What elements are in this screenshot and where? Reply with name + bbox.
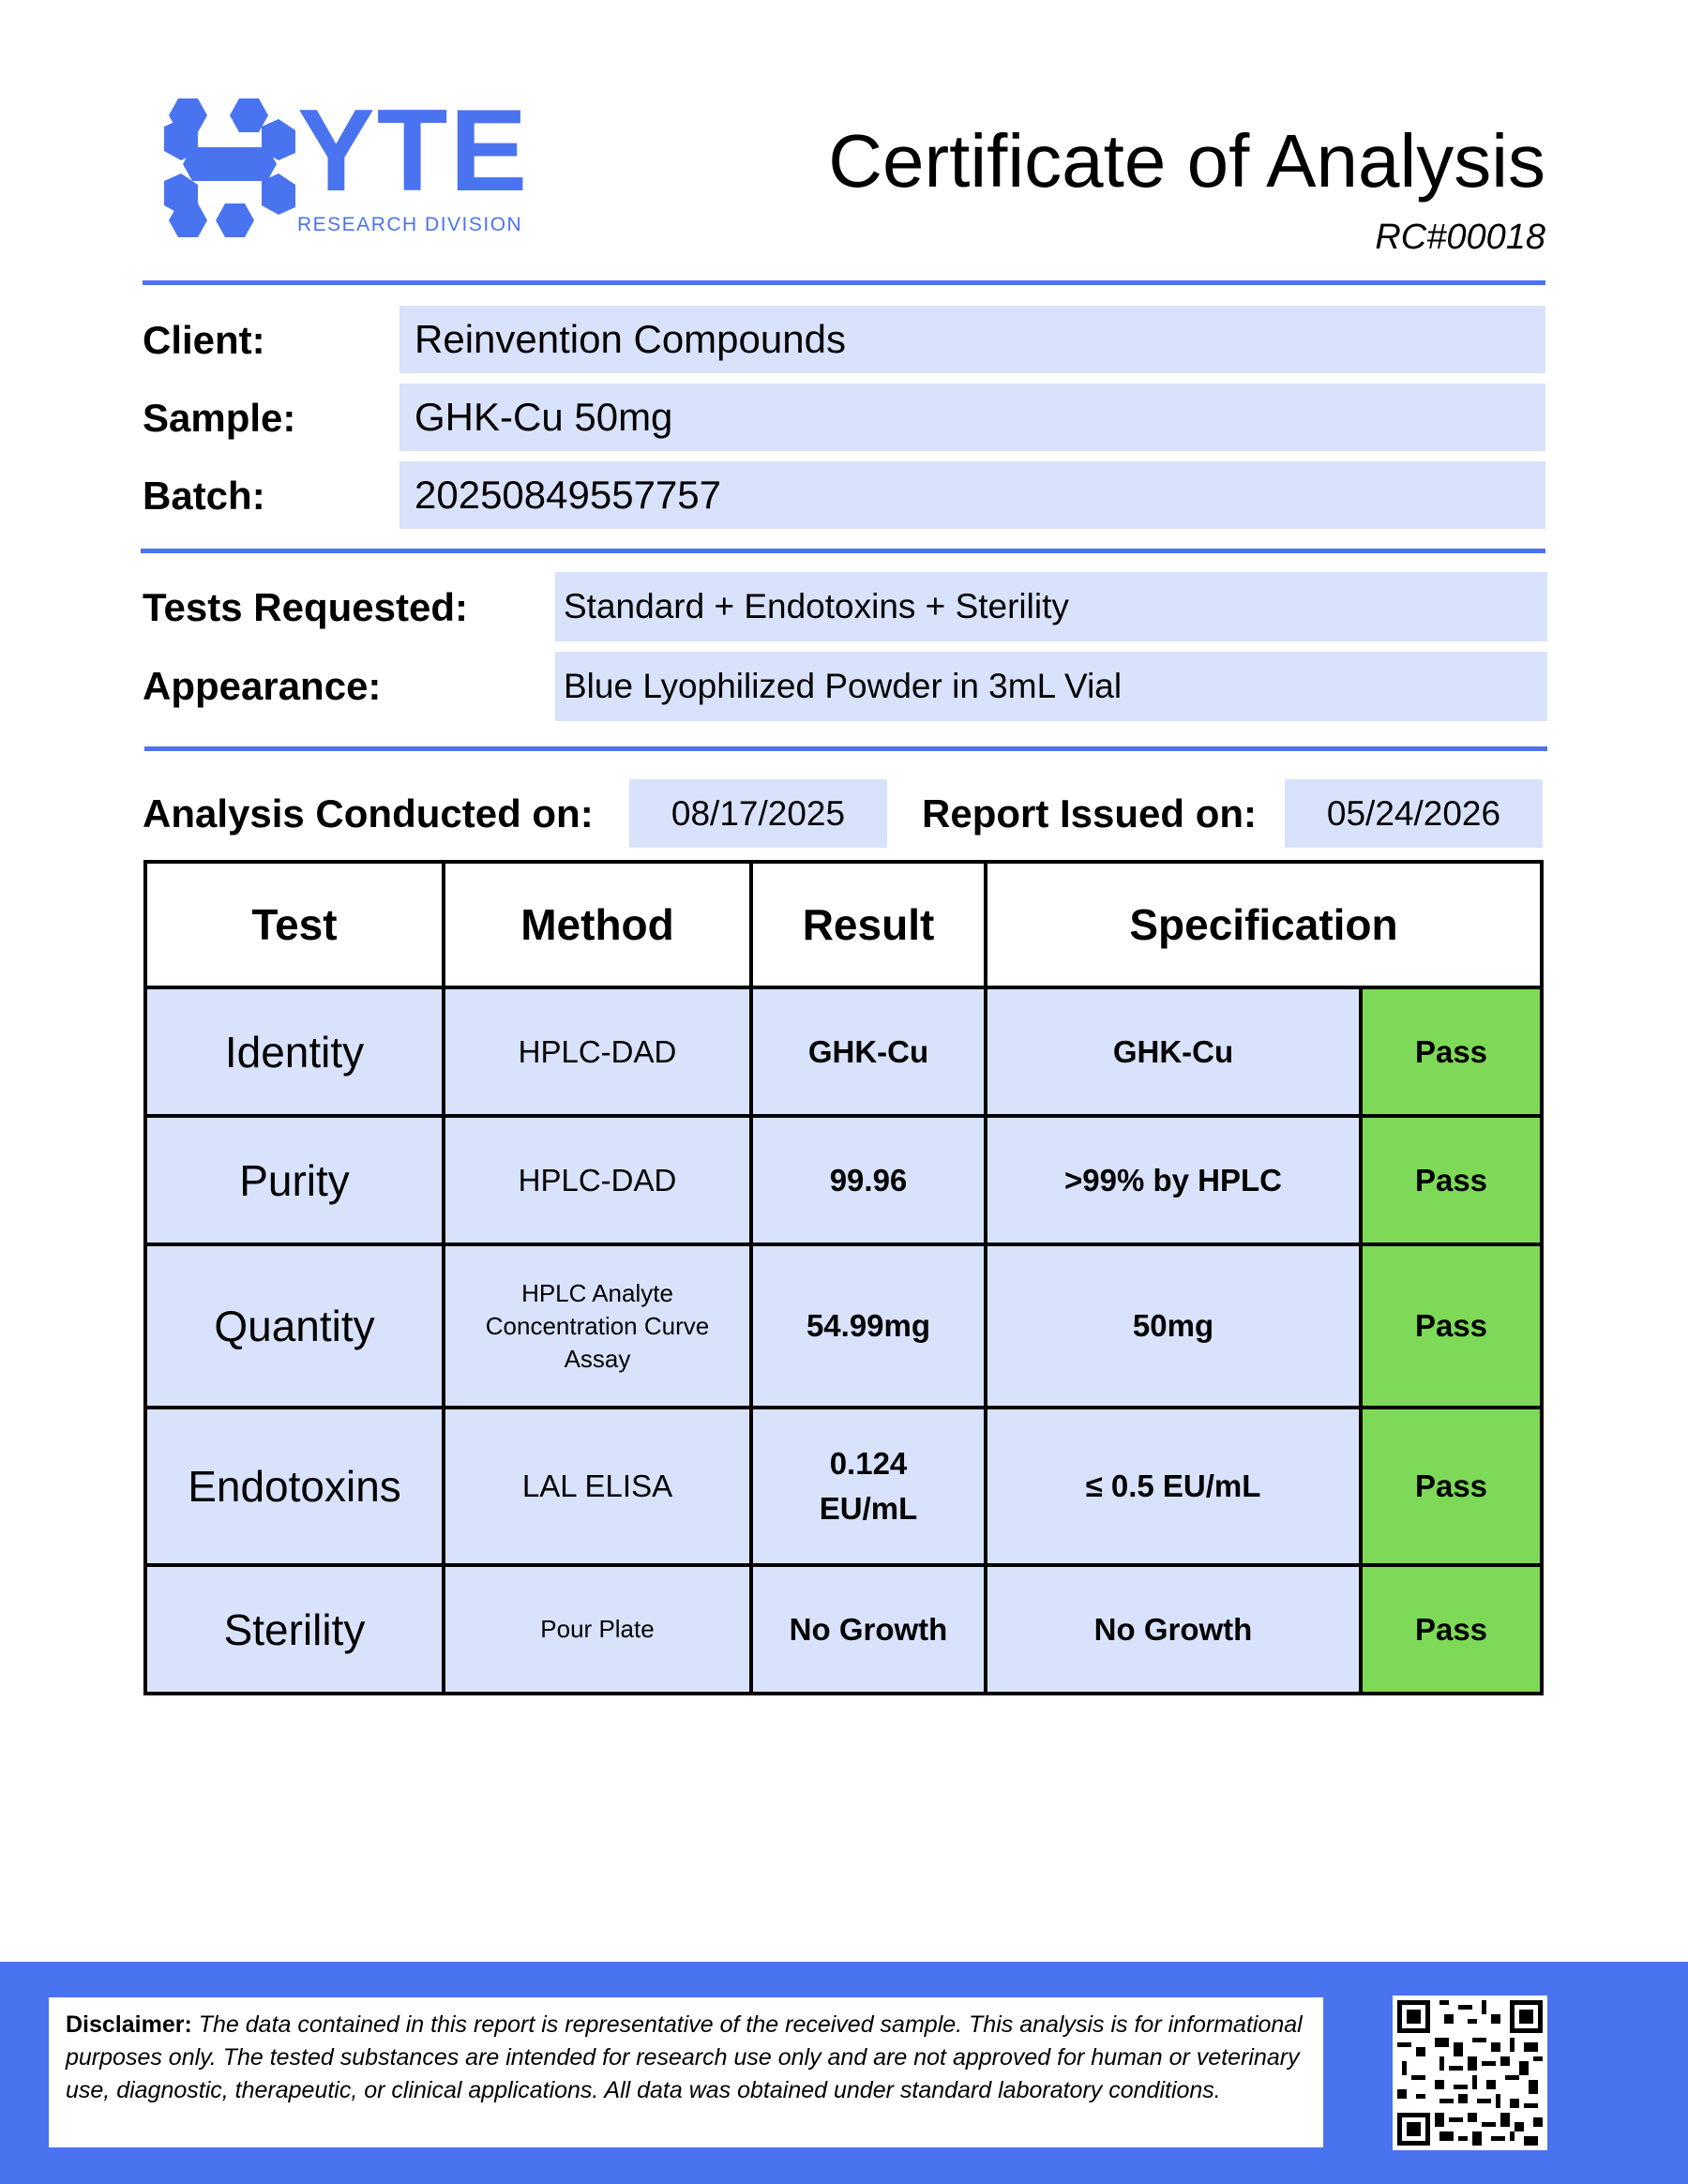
sample-label: Sample: [143, 396, 296, 440]
test-specification: GHK-Cu [986, 987, 1361, 1116]
header-method: Method [444, 862, 751, 987]
table-row [145, 1408, 1542, 1565]
table-header-row [145, 862, 1542, 987]
test-result: 54.99mg [751, 1244, 986, 1408]
test-method: HPLC Analyte Concentration Curve Assay [444, 1244, 751, 1408]
header-specification: Specification [986, 862, 1542, 987]
header-result: Result [751, 862, 986, 987]
batch-field: 20250849557757 [399, 461, 1545, 529]
test-result: No Growth [751, 1565, 986, 1694]
sample-field: GHK-Cu 50mg [399, 384, 1545, 451]
test-name: Endotoxins [145, 1408, 444, 1565]
analysis-date-label: Analysis Conducted on: [143, 791, 594, 836]
tests-requested-label: Tests Requested: [143, 585, 468, 629]
test-method: LAL ELISA [444, 1408, 751, 1565]
disclaimer-text: The data contained in this report is representative of the received sample. This analysis is for informational purposes only. The tested substances are intended for research use only and are not approved for human or veterinary use, diagnostic, therapeutic, or clinical applications. All data was obtained under standard laboratory conditions. [66, 2011, 1303, 2103]
appearance-label: Appearance: [143, 664, 382, 708]
test-result: 0.124 EU/mL [751, 1408, 986, 1565]
results-table [143, 860, 1544, 1695]
divider [144, 746, 1547, 751]
disclaimer-label: Disclaimer: [66, 2011, 192, 2038]
table-row [145, 1116, 1542, 1244]
test-specification: No Growth [986, 1565, 1361, 1694]
status-badge: Pass [1361, 1244, 1542, 1408]
table-row [145, 1565, 1542, 1694]
test-specification: >99% by HPLC [986, 1116, 1361, 1244]
test-result: 99.96 [751, 1116, 986, 1244]
divider [141, 549, 1545, 553]
logo-wordmark: YTE [297, 86, 530, 216]
brand-logo [164, 86, 539, 239]
test-method: HPLC-DAD [444, 987, 751, 1116]
batch-label: Batch: [143, 474, 265, 518]
report-date: 05/24/2026 [1285, 779, 1543, 848]
status-badge: Pass [1361, 1565, 1542, 1694]
analysis-date: 08/17/2025 [629, 779, 887, 848]
tests-requested-field: Standard + Endotoxins + Sterility [555, 572, 1547, 641]
test-specification: 50mg [986, 1244, 1361, 1408]
header-test: Test [145, 862, 444, 987]
document-title: Certificate of Analysis [828, 119, 1545, 203]
status-badge: Pass [1361, 1408, 1542, 1565]
logo-subtitle: RESEARCH DIVISION [297, 214, 523, 235]
test-method: Pour Plate [444, 1565, 751, 1694]
test-name: Sterility [145, 1565, 444, 1694]
table-row [145, 1244, 1542, 1408]
status-badge: Pass [1361, 1116, 1542, 1244]
qr-code-icon[interactable] [1393, 1996, 1547, 2150]
status-badge: Pass [1361, 987, 1542, 1116]
appearance-field: Blue Lyophilized Powder in 3mL Vial [555, 652, 1547, 721]
disclaimer-box [49, 1997, 1323, 2147]
hexagon-logo-icon [164, 98, 295, 239]
test-name: Quantity [145, 1244, 444, 1408]
test-result: GHK-Cu [751, 987, 986, 1116]
client-field: Reinvention Compounds [399, 306, 1545, 373]
test-method: HPLC-DAD [444, 1116, 751, 1244]
test-name: Purity [145, 1116, 444, 1244]
divider [143, 280, 1545, 285]
test-specification: ≤ 0.5 EU/mL [986, 1408, 1361, 1565]
client-label: Client: [143, 318, 265, 362]
table-row [145, 987, 1542, 1116]
test-name: Identity [145, 987, 444, 1116]
report-date-label: Report Issued on: [922, 791, 1258, 836]
document-reference: RC#00018 [1375, 218, 1545, 257]
